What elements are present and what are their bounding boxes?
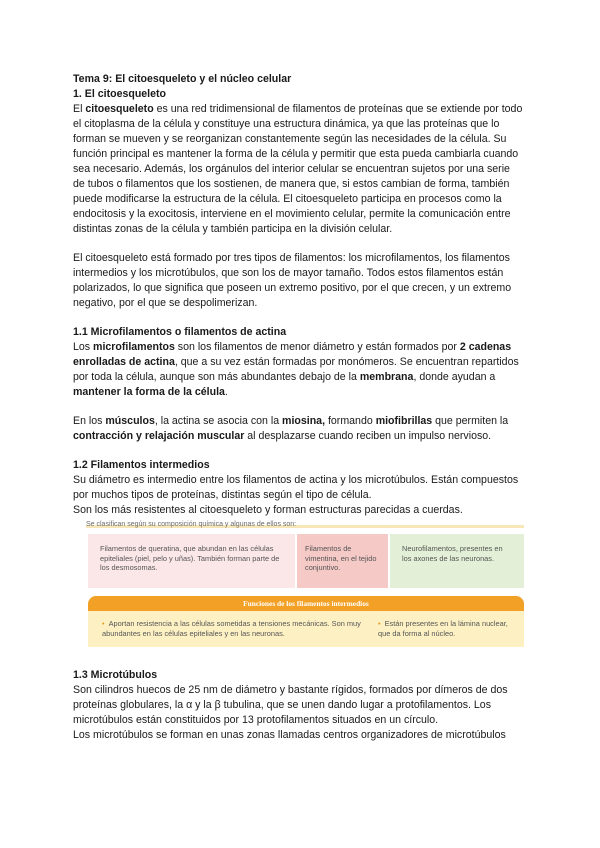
section-1-1-paragraph-1: Los microfilamentos son los filamentos de menor diámetro y están formados por 2 cadenas enrolladas de actina, que a su vez están formadas por monómeros. Se encuentran repartidos por toda la célula, aunque son más abundantes debajo de la membrana, donde ayudan a mantener la forma de la célula. <box>73 341 519 398</box>
section-1-3-paragraph-2: Los microtúbulos se forman en unas zonas llamadas centros organizadores de microtúbulos <box>73 729 506 741</box>
document-page <box>73 72 523 743</box>
term-citoesqueleto: citoesqueleto <box>85 103 154 115</box>
section-1-2-paragraph-1: Su diámetro es intermedio entre los filamentos de actina y los microtúbulos. Están compuestos por muchos tipos de proteínas, distintas según el tipo de célula. <box>73 474 519 501</box>
section-1-3-heading: 1.3 Microtúbulos <box>73 669 158 681</box>
keratin-box: Filamentos de queratina, que abundan en las células epiteliales (piel, pelo y uñas). También forman parte de los desmosomas. <box>88 534 295 588</box>
section-1-paragraph-2: El citoesqueleto está formado por tres tipos de filamentos: los microfilamentos, los filamentos intermedios y los microtúbulos, que son los de mayor tamaño. Todos estos filamentos están polarizados, lo que significa que poseen un extremo positivo, por el que crecen, y un extremo negativo, por el que se despolimerizan. <box>73 252 512 309</box>
intermediate-filaments-figure <box>86 520 524 652</box>
section-1-2-heading: 1.2 Filamentos intermedios <box>73 459 210 471</box>
vimentin-box: Filamentos de vimentina, en el tejido conjuntivo. <box>297 534 388 588</box>
section-1-paragraph-1: El citoesqueleto es una red tridimensional de filamentos de proteínas que se extiende por todo el citoplasma de la célula y constituye una estructura dinámica, ya que las proteínas que lo forman se mueven y se reorganizan constantemente según las necesidades de la célula. Su función principal es mantener la forma de la célula y permitir que esta pueda cambiarla cuando sea necesario. Además, los orgánulos del interior celular se encuentran sujetos por una serie de tubos o filamentos que los sostienen, de manera que, si estos cambian de forma, también puede modificarse la estructura de la célula. El citoesqueleto participa en procesos como la endocitosis y la exocitosis, interviene en el movimiento celular, permite la comunicación entre distintas zonas de la célula y también participa en la división celular. <box>73 103 523 235</box>
figure-caption: Se clasifican según su composición química y algunas de ellos son: <box>86 521 297 528</box>
section-1-heading: 1. El citoesqueleto <box>73 88 167 100</box>
function-item: • Aportan resistencia a las células sometidas a tensiones mecánicas. Son muy abundantes en las células epiteliales y en las neuronas. <box>102 619 361 638</box>
bullet-icon: • <box>102 619 105 628</box>
function-item: • Están presentes en la lámina nuclear, que da forma al núcleo. <box>378 619 508 638</box>
section-1-1-heading: 1.1 Microfilamentos o filamentos de actina <box>73 326 287 338</box>
bullet-icon: • <box>378 619 381 628</box>
functions-banner: Funciones de los filamentos intermedios <box>88 596 524 611</box>
section-1-1-paragraph-2: En los músculos, la actina se asocia con la miosina, formando miofibrillas que permiten la contracción y relajación muscular al desplazarse cuando reciben un impulso nervioso. <box>73 415 509 442</box>
document-title: Tema 9: El citoesqueleto y el núcleo celular <box>73 73 292 85</box>
neurofilament-box: Neurofilamentos, presentes en los axones de las neuronas. <box>390 534 524 588</box>
section-1-3-paragraph-1: Son cilindros huecos de 25 nm de diámetro y bastante rígidos, formados por dímeros de dos proteínas globulares, la α y la β tubulina, que se unen dando lugar a protofilamentos. Los microtúbulos están constituidos por 13 protofilamentos situados en un círculo. <box>73 684 508 726</box>
functions-panel <box>88 611 524 647</box>
section-1-2-paragraph-2: Son los más resistentes al citoesqueleto y forman estructuras parecidas a cuerdas. <box>73 504 463 516</box>
